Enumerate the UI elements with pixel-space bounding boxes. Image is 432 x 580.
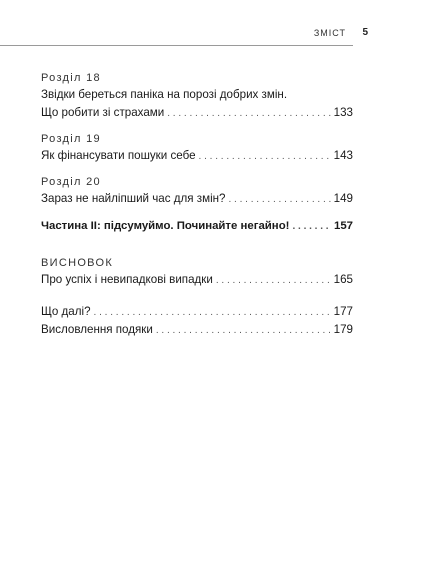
chapter-20-entry[interactable] <box>41 190 353 208</box>
acknowledgements-entry[interactable] <box>41 321 353 339</box>
dot-leader <box>199 148 331 166</box>
chapter-19-label: Розділ 19 <box>41 133 101 145</box>
chapter-20-label: Розділ 20 <box>41 176 101 188</box>
running-head <box>0 28 432 42</box>
part-2-page: 157 <box>333 220 353 232</box>
dot-leader <box>292 218 331 236</box>
conclusion-page: 165 <box>333 273 353 286</box>
header-rule <box>0 45 353 46</box>
whats-next-entry[interactable] <box>41 303 353 321</box>
table-of-contents <box>41 70 353 339</box>
dot-leader <box>167 105 330 123</box>
chapter-18-label: Розділ 18 <box>41 72 101 84</box>
part-2-title: Частина II: підсумуймо. Починайте негайно! <box>41 220 290 232</box>
running-head-title: ЗМІСТ <box>313 28 346 38</box>
conclusion-title: Про успіх і невипадкові випадки <box>41 273 213 286</box>
chapter-18-page: 133 <box>333 106 353 119</box>
conclusion-entry[interactable] <box>41 271 353 289</box>
acknowledgements-title: Висловлення подяки <box>41 323 153 336</box>
conclusion-label: ВИСНОВОК <box>41 257 114 269</box>
chapter-18-title-line2: Що робити зі страхами <box>41 106 165 119</box>
dot-leader <box>216 272 331 290</box>
chapter-19-page: 143 <box>333 149 353 162</box>
whats-next-page: 177 <box>333 305 353 318</box>
chapter-18-title-line1: Звідки береться паніка на порозі добрих змін. <box>41 88 288 101</box>
dot-leader <box>94 304 331 322</box>
whats-next-title: Що далі? <box>41 305 91 318</box>
chapter-18-entry[interactable] <box>41 104 353 122</box>
dot-leader <box>156 322 331 340</box>
dot-leader <box>229 191 331 209</box>
part-2-entry[interactable] <box>41 217 353 235</box>
chapter-20-page: 149 <box>333 192 353 205</box>
chapter-19-entry[interactable] <box>41 147 353 165</box>
page-number: 5 <box>362 27 368 38</box>
chapter-19-title: Як фінансувати пошуки себе <box>41 149 196 162</box>
acknowledgements-page: 179 <box>333 323 353 336</box>
chapter-20-title: Зараз не найліпший час для змін? <box>41 192 226 205</box>
